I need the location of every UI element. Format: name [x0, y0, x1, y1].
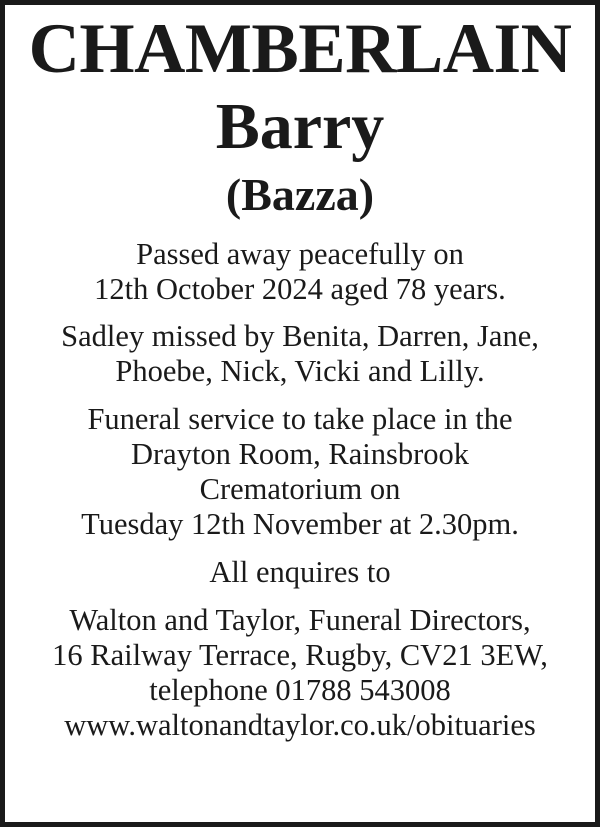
website-line: www.waltonandtaylor.co.uk/obituaries — [64, 708, 536, 742]
missed-by-line: Phoebe, Nick, Vicki and Lilly. — [115, 354, 485, 388]
nickname-heading: (Bazza) — [225, 169, 375, 220]
enquiries-paragraph — [5, 555, 595, 590]
missed-by-paragraph — [5, 319, 595, 389]
passing-line: 12th October 2024 aged 78 years. — [94, 272, 506, 306]
enquiries-line: All enquires to — [209, 555, 391, 589]
funeral-line: Tuesday 12th November at 2.30pm. — [81, 507, 519, 541]
funeral-line: Crematorium on — [199, 472, 401, 506]
first-name-heading: Barry — [215, 90, 385, 163]
surname-heading: CHAMBERLAIN — [28, 10, 572, 88]
passing-line: Passed away peacefully on — [136, 237, 464, 271]
contact-paragraph — [5, 603, 595, 743]
passing-paragraph — [5, 237, 595, 307]
contact-line: telephone 01788 543008 — [149, 673, 451, 707]
contact-line: 16 Railway Terrace, Rugby, CV21 3EW, — [52, 638, 548, 672]
missed-by-line: Sadley missed by Benita, Darren, Jane, — [61, 319, 539, 353]
contact-line: Walton and Taylor, Funeral Directors, — [69, 603, 531, 637]
funeral-line: Drayton Room, Rainsbrook — [130, 437, 470, 471]
funeral-paragraph — [5, 402, 595, 542]
funeral-line: Funeral service to take place in the — [87, 402, 513, 436]
